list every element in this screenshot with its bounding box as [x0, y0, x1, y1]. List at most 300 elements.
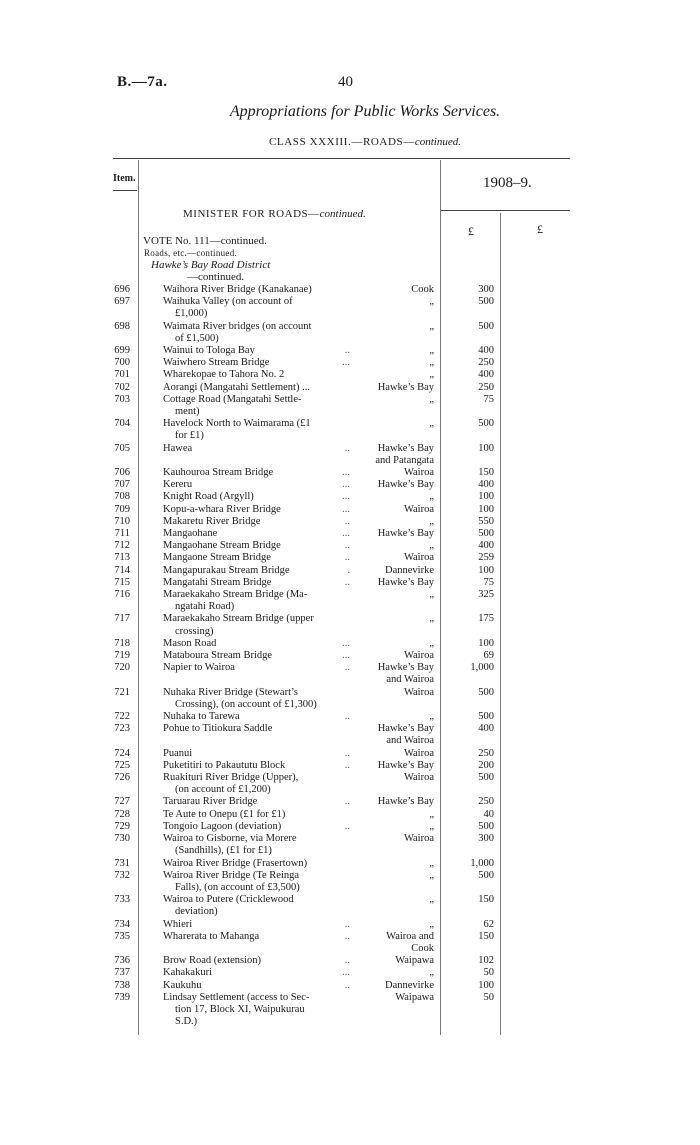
district	[352, 650, 434, 662]
district-line: Wairoa	[403, 503, 434, 515]
item-description	[163, 479, 349, 491]
district-line: Hawke’s Bay	[377, 723, 434, 735]
description-line: Ruakituri River Bridge (Upper),	[163, 772, 299, 784]
item-number: 698	[114, 320, 130, 332]
description-line: tion 17, Block XI, Waipukurau	[175, 1003, 305, 1015]
district	[352, 443, 434, 467]
description-line: (on account of £1,200)	[175, 784, 271, 796]
amount: 100	[478, 637, 494, 649]
leader-dots: ..	[344, 918, 350, 930]
pound-sign-total: £	[537, 222, 543, 236]
item-column-header: Item.	[113, 173, 136, 184]
district	[352, 467, 434, 479]
amount: 102	[478, 955, 494, 967]
item-number: 702	[114, 381, 130, 393]
leader-dots: .	[347, 564, 350, 576]
district	[352, 540, 434, 552]
table-row	[0, 577, 700, 589]
district-line: „	[429, 345, 434, 357]
district-line: and Wairoa	[386, 735, 434, 747]
item-number: 739	[114, 991, 130, 1003]
district	[352, 296, 434, 308]
item-description	[163, 760, 349, 772]
vote-heading	[143, 235, 270, 283]
district-line: „	[429, 613, 434, 625]
district-line: „	[429, 357, 434, 369]
table-row	[0, 491, 700, 503]
item-description	[163, 552, 349, 564]
description-line: Knight Road (Argyll)	[163, 491, 254, 503]
item-number: 726	[114, 772, 130, 784]
minister-heading	[183, 208, 366, 220]
item-description	[163, 369, 349, 381]
pound-sign-amount: £	[468, 224, 474, 238]
minister-suffix: continued.	[319, 208, 366, 220]
amount: 500	[478, 711, 494, 723]
table-row	[0, 552, 700, 564]
item-description	[163, 967, 349, 979]
item-number: 715	[114, 576, 130, 588]
item-number: 706	[114, 467, 130, 479]
district-line: „	[429, 540, 434, 552]
description-line: £1,000)	[175, 308, 208, 320]
item-number: 733	[114, 894, 130, 906]
table-row	[0, 382, 700, 394]
amount: 250	[478, 357, 494, 369]
amount: 500	[478, 820, 494, 832]
description-line: Whieri	[163, 918, 193, 930]
amount: 100	[478, 491, 494, 503]
table-row	[0, 516, 700, 528]
district-line: Wairoa and	[386, 930, 434, 942]
table-row	[0, 443, 700, 467]
item-description	[163, 321, 349, 345]
table-row	[0, 479, 700, 491]
description-line: Mason Road	[163, 637, 217, 649]
amount: 400	[478, 479, 494, 491]
item-description	[163, 919, 349, 931]
description-line: Mangaohane Stream Bridge	[163, 540, 281, 552]
leader-dots: ...	[342, 503, 350, 515]
district	[352, 491, 434, 503]
page-number: 40	[338, 74, 353, 90]
item-description	[163, 577, 349, 589]
amount: 400	[478, 723, 494, 735]
table-row	[0, 418, 700, 442]
item-description	[163, 723, 349, 735]
description-line: Wairoa to Putere (Cricklewood	[163, 894, 294, 906]
table-row	[0, 528, 700, 540]
amount: 550	[478, 515, 494, 527]
description-line: Wharerata to Mahanga	[163, 930, 260, 942]
district	[352, 833, 434, 845]
amount: 100	[478, 564, 494, 576]
district-line: Hawke’s Bay	[377, 528, 434, 540]
item-description	[163, 357, 349, 369]
table-row	[0, 589, 700, 613]
amount: 500	[478, 418, 494, 430]
table-row	[0, 565, 700, 577]
district	[352, 772, 434, 784]
district	[352, 955, 434, 967]
district-line: „	[429, 369, 434, 381]
district	[352, 931, 434, 955]
district-line: Hawke’s Bay Road District	[151, 259, 271, 271]
leader-dots: ..	[344, 979, 350, 991]
item-number: 737	[114, 967, 130, 979]
leader-dots: ..	[344, 747, 350, 759]
item-description	[163, 955, 349, 967]
district	[352, 894, 434, 906]
item-description	[163, 992, 349, 1029]
district	[352, 796, 434, 808]
item-number: 731	[114, 857, 130, 869]
table-row	[0, 833, 700, 857]
leader-dots: ...	[342, 479, 350, 491]
district	[352, 369, 434, 381]
description-line: Maraekakaho Stream Bridge (upper	[163, 613, 314, 625]
item-number: 718	[114, 637, 130, 649]
table-row	[0, 613, 700, 637]
amount: 500	[478, 320, 494, 332]
item-description	[163, 504, 349, 516]
table-row	[0, 540, 700, 552]
item-number: 705	[114, 442, 130, 454]
table-row	[0, 919, 700, 931]
district-line: Dannevirke	[385, 979, 434, 991]
district-line: „	[429, 296, 434, 308]
district-line: Hawke’s Bay	[377, 796, 434, 808]
item-description	[163, 540, 349, 552]
district-line: „	[429, 820, 434, 832]
amount: 300	[478, 833, 494, 845]
district-line: Wairoa	[403, 833, 434, 845]
minister-label: MINISTER FOR ROADS—	[183, 208, 320, 220]
item-number: 703	[114, 393, 130, 405]
district-line: Hawke’s Bay	[377, 576, 434, 588]
district	[352, 565, 434, 577]
description-line: Mataboura Stream Bridge	[163, 650, 273, 662]
amount: 400	[478, 540, 494, 552]
table-row	[0, 662, 700, 686]
table-row	[0, 796, 700, 808]
table-row	[0, 723, 700, 747]
leader-dots: ..	[344, 820, 350, 832]
item-number: 721	[114, 686, 130, 698]
item-number: 724	[114, 747, 130, 759]
district-line: Wairoa	[403, 686, 434, 698]
description-line: crossing)	[175, 625, 214, 637]
description-line: Kereru	[163, 479, 193, 491]
table-row	[0, 296, 700, 320]
item-number: 709	[114, 503, 130, 515]
item-number: 732	[114, 869, 130, 881]
leader-dots: ..	[344, 662, 350, 674]
amount: 100	[478, 503, 494, 515]
table-row	[0, 858, 700, 870]
district-line: „	[429, 808, 434, 820]
description-line: Taruarau River Bridge	[163, 796, 258, 808]
leader-dots: ...	[342, 967, 350, 979]
table-top-rule	[113, 158, 570, 159]
amount: 500	[478, 528, 494, 540]
description-line: Wairoa River Bridge (Te Reinga	[163, 869, 300, 881]
description-line: Mangapurakau Stream Bridge	[163, 564, 290, 576]
district	[352, 357, 434, 369]
item-number: 707	[114, 479, 130, 491]
district	[352, 552, 434, 564]
district-line: Waipawa	[395, 991, 434, 1003]
item-description	[163, 662, 349, 674]
leader-dots: ...	[342, 650, 350, 662]
district	[352, 589, 434, 601]
item-description	[163, 284, 349, 296]
district	[352, 284, 434, 296]
leader-dots: ...	[342, 467, 350, 479]
leader-dots: ..	[344, 576, 350, 588]
description-line: Waihora River Bridge (Kanakanae)	[163, 284, 312, 295]
district-line: and Patangata	[375, 454, 434, 466]
district-line: Cook	[411, 284, 434, 295]
item-description	[163, 858, 349, 870]
amount: 50	[483, 991, 494, 1003]
description-line: Makaretu River Bridge	[163, 515, 261, 527]
table-row	[0, 321, 700, 345]
district-line: Hawke’s Bay	[377, 442, 434, 454]
table-row	[0, 711, 700, 723]
item-description	[163, 516, 349, 528]
table-row	[0, 345, 700, 357]
description-line: Nuhaka to Tarewa	[163, 711, 240, 723]
table-row	[0, 772, 700, 796]
district-line: „	[429, 418, 434, 430]
district-line: „	[429, 967, 434, 979]
description-line: Pohue to Titiokura Saddle	[163, 723, 273, 735]
item-description	[163, 650, 349, 662]
description-line: deviation)	[175, 906, 218, 918]
item-description	[163, 443, 349, 455]
district-line: „	[429, 894, 434, 906]
district-line: „	[429, 320, 434, 332]
item-number: 730	[114, 833, 130, 845]
item-description	[163, 589, 349, 613]
amount: 75	[483, 576, 494, 588]
amount: 1,000	[470, 662, 494, 674]
leader-dots: ...	[342, 491, 350, 503]
table-row	[0, 955, 700, 967]
district-line: Hawke’s Bay	[377, 662, 434, 674]
item-description	[163, 382, 349, 394]
item-description	[163, 894, 349, 918]
district-line: „	[429, 857, 434, 869]
item-number: 727	[114, 796, 130, 808]
vote-line: VOTE No. 111—continued.	[143, 235, 267, 247]
district	[352, 577, 434, 589]
description-line: Maraekakaho Stream Bridge (Ma-	[163, 589, 308, 601]
leader-dots: ..	[344, 796, 350, 808]
table-row	[0, 369, 700, 381]
item-number: 701	[114, 369, 130, 381]
year-header-rule	[440, 210, 570, 211]
district-line: Hawke’s Bay	[377, 479, 434, 491]
leader-dots: ..	[344, 442, 350, 454]
item-number: 722	[114, 711, 130, 723]
leader-dots: ...	[342, 637, 350, 649]
class-suffix: continued.	[414, 136, 461, 148]
leader-dots: ..	[344, 759, 350, 771]
item-description	[163, 796, 349, 808]
district	[352, 858, 434, 870]
amount: 300	[478, 284, 494, 295]
item-number: 716	[114, 589, 130, 601]
district	[352, 870, 434, 882]
description-line: Puanui	[163, 747, 193, 759]
class-heading	[0, 136, 700, 148]
district	[352, 748, 434, 760]
district	[352, 662, 434, 686]
table-row	[0, 284, 700, 296]
table-row	[0, 760, 700, 772]
amount: 259	[478, 552, 494, 564]
description-line: Kopu-a-whara River Bridge	[163, 503, 281, 515]
amount: 250	[478, 796, 494, 808]
amount: 100	[478, 442, 494, 454]
district-line: Wairoa	[403, 747, 434, 759]
amount: 400	[478, 345, 494, 357]
item-description	[163, 772, 349, 796]
description-line: Puketitiri to Pakaututu Block	[163, 759, 286, 771]
description-line: Tongoio Lagoon (deviation)	[163, 820, 282, 832]
item-number: 710	[114, 515, 130, 527]
district	[352, 382, 434, 394]
district	[352, 516, 434, 528]
item-description	[163, 467, 349, 479]
fiscal-year: 1908–9.	[483, 175, 532, 191]
description-line: Kaukuhu	[163, 979, 202, 991]
item-number: 711	[114, 528, 130, 540]
table-row	[0, 638, 700, 650]
amount: 400	[478, 369, 494, 381]
table-row	[0, 650, 700, 662]
district-line: Cook	[411, 942, 434, 954]
district	[352, 528, 434, 540]
item-number: 712	[114, 540, 130, 552]
description-line: Napier to Wairoa	[163, 662, 235, 674]
district-line: Wairoa	[403, 552, 434, 564]
item-number: 736	[114, 955, 130, 967]
table-row	[0, 967, 700, 979]
page-title: Appropriations for Public Works Services.	[229, 103, 501, 120]
table-row	[0, 394, 700, 418]
description-line: ment)	[175, 406, 200, 418]
item-description	[163, 345, 349, 357]
amount: 150	[478, 930, 494, 942]
description-line: Falls), (on account of £3,500)	[175, 881, 300, 893]
description-line: Waihuka Valley (on account of	[163, 296, 293, 308]
table-row	[0, 687, 700, 711]
amount: 62	[483, 918, 494, 930]
amount: 500	[478, 869, 494, 881]
table-row	[0, 931, 700, 955]
description-line: for £1)	[175, 430, 204, 442]
item-number: 723	[114, 723, 130, 735]
item-description	[163, 980, 349, 992]
item-number: 717	[114, 613, 130, 625]
item-number: 699	[114, 345, 130, 357]
district	[352, 919, 434, 931]
amount: 250	[478, 747, 494, 759]
district-line: „	[429, 711, 434, 723]
item-number: 713	[114, 552, 130, 564]
table-row	[0, 504, 700, 516]
district-line: „	[429, 589, 434, 601]
item-description	[163, 748, 349, 760]
item-description	[163, 711, 349, 723]
district	[352, 345, 434, 357]
item-number: 728	[114, 808, 130, 820]
amount: 69	[483, 650, 494, 662]
description-line: Mangaone Stream Bridge	[163, 552, 271, 564]
amount: 1,000	[470, 857, 494, 869]
description-line: Te Aute to Onepu (£1 for £1)	[163, 808, 286, 820]
item-description	[163, 491, 349, 503]
item-number: 729	[114, 820, 130, 832]
district-line: and Wairoa	[386, 674, 434, 686]
amount: 200	[478, 759, 494, 771]
district-line: Hawke’s Bay	[377, 381, 434, 393]
amount: 175	[478, 613, 494, 625]
table-row	[0, 467, 700, 479]
leader-dots: ...	[342, 357, 350, 369]
amount: 325	[478, 589, 494, 601]
amount: 75	[483, 393, 494, 405]
item-number: 738	[114, 979, 130, 991]
description-line: Crossing), (on account of £1,300)	[175, 698, 317, 710]
item-number: 714	[114, 564, 130, 576]
district	[352, 687, 434, 699]
item-number: 696	[114, 284, 130, 295]
district	[352, 321, 434, 333]
leader-dots: ..	[344, 515, 350, 527]
table-row	[0, 980, 700, 992]
description-line: Wharekopae to Tahora No. 2	[163, 369, 285, 381]
leader-dots: ..	[344, 955, 350, 967]
table-row	[0, 821, 700, 833]
item-number: 708	[114, 491, 130, 503]
amount: 100	[478, 979, 494, 991]
description-line: S.D.)	[175, 1016, 198, 1028]
amount: 150	[478, 894, 494, 906]
appropriation-table-body	[0, 284, 700, 1028]
description-line: of £1,500)	[175, 332, 219, 344]
class-label: CLASS XXXIII.—ROADS—	[269, 136, 415, 148]
district	[352, 809, 434, 821]
item-description	[163, 821, 349, 833]
district-line: Wairoa	[403, 467, 434, 479]
description-line: Wainui to Tologa Bay	[163, 345, 255, 357]
district	[352, 504, 434, 516]
leader-dots: ..	[344, 552, 350, 564]
amount: 500	[478, 686, 494, 698]
district-line: „	[429, 393, 434, 405]
district-line: „	[429, 918, 434, 930]
item-description	[163, 809, 349, 821]
description-line: Brow Road (extension)	[163, 955, 261, 967]
item-number: 734	[114, 918, 130, 930]
item-description	[163, 613, 349, 637]
item-number: 725	[114, 759, 130, 771]
description-line: Waimata River bridges (on account	[163, 320, 312, 332]
